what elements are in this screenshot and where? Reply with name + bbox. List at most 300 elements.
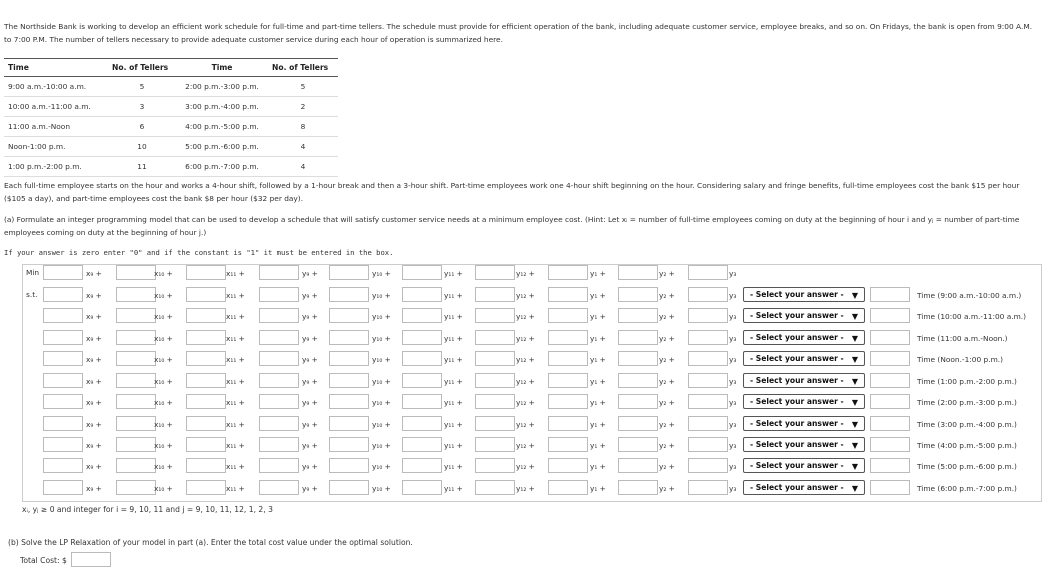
var-label: y₁₀ + [372,398,391,407]
var-label: y₃ [729,269,737,278]
constraint-time-label: Time (1:00 p.m.-2:00 p.m.) [917,377,1017,386]
coef-input[interactable] [43,480,83,495]
coef-input[interactable] [116,265,156,280]
var-label: y₁₂ + [516,462,535,471]
coef-input[interactable] [548,287,588,302]
coef-input[interactable] [548,394,588,409]
coef-input[interactable] [329,265,369,280]
intro-paragraph: The Northside Bank is working to develop an efficient work schedule for full-time and part-time tellers. The schedule must provide for efficient operation of the bank, including adequate customer service, employee breaks, and so on. On Fridays, the bank is open from 9:00 A.M. to 7:00 P.M. The number of tellers necessary to provide adequate customer service during each hour of operation is summarized here. [4,22,1033,44]
var-label: y₁₁ + [444,484,463,493]
table-cell: 3:00 p.m.-4:00 p.m. [176,97,268,117]
coef-input[interactable] [186,351,226,366]
var-label: y₉ + [302,269,318,278]
coef-input[interactable] [116,394,156,409]
var-label: y₁ + [590,398,606,407]
var-label: x₁₁ + [226,398,245,407]
constraint-sign-select[interactable] [743,480,865,495]
var-label: y₁₀ + [372,420,391,429]
chevron-down-icon: ▼ [851,441,858,450]
coef-input[interactable] [548,373,588,388]
coef-input[interactable] [688,287,728,302]
coef-input[interactable] [475,308,515,323]
coef-input[interactable] [475,265,515,280]
constraint-sign-select[interactable] [743,351,865,366]
var-label: y₂ + [659,291,675,300]
coef-input[interactable] [688,265,728,280]
var-label: x₁₁ + [226,355,245,364]
rhs-input[interactable] [870,416,910,431]
coef-input[interactable] [43,287,83,302]
var-label: y₉ + [302,334,318,343]
coef-input[interactable] [329,330,369,345]
min-label: Min [26,268,40,277]
var-label: y₉ + [302,420,318,429]
coef-input[interactable] [688,458,728,473]
chevron-down-icon: ▼ [851,312,858,321]
var-label: x₉ + [86,355,102,364]
coef-input[interactable] [475,458,515,473]
var-label: y₁₁ + [444,441,463,450]
coef-input[interactable] [259,265,299,280]
coef-input[interactable] [186,458,226,473]
var-label: x₁₁ + [226,377,245,386]
var-label: y₃ [729,441,737,450]
var-label: y₂ + [659,484,675,493]
constraint-time-label: Time (4:00 p.m.-5:00 p.m.) [917,441,1017,450]
coef-input[interactable] [618,458,658,473]
coef-input[interactable] [43,373,83,388]
var-label: y₂ + [659,355,675,364]
table-cell: 10 [108,137,176,157]
table-cell: 5 [108,77,176,97]
coef-input[interactable] [259,480,299,495]
var-label: y₁ + [590,355,606,364]
table-cell: 6:00 p.m.-7:00 p.m. [176,157,268,177]
var-label: y₁ + [590,291,606,300]
var-label: y₁ + [590,334,606,343]
coef-input[interactable] [402,394,442,409]
constraint-sign-select[interactable] [743,416,865,431]
var-label: y₁₂ + [516,312,535,321]
table-cell: 10:00 a.m.-11:00 a.m. [4,97,108,117]
table-cell: 6 [108,117,176,137]
coef-input[interactable] [329,416,369,431]
table-cell: 5:00 p.m.-6:00 p.m. [176,137,268,157]
coef-input[interactable] [329,480,369,495]
coef-input[interactable] [548,458,588,473]
var-label: y₁₁ + [444,334,463,343]
chevron-down-icon: ▼ [851,377,858,386]
col-time-1: Time [4,59,108,77]
var-label: y₂ + [659,269,675,278]
table-row [4,157,338,177]
coef-input[interactable] [402,480,442,495]
coef-input[interactable] [475,351,515,366]
constraint-sign-select[interactable] [743,394,865,409]
coef-input[interactable] [688,351,728,366]
var-label: x₁₀ + [154,398,173,407]
coef-input[interactable] [402,330,442,345]
table-cell: 11 [108,157,176,177]
coef-input[interactable] [116,351,156,366]
var-label: y₁ + [590,377,606,386]
col-tellers-1: No. of Tellers [108,59,176,77]
var-label: y₁₀ + [372,377,391,386]
col-time-2: Time [176,59,268,77]
var-label: y₁₀ + [372,291,391,300]
coef-input[interactable] [548,308,588,323]
coef-input[interactable] [618,394,658,409]
var-label: x₉ + [86,462,102,471]
coef-input[interactable] [402,416,442,431]
var-label: y₉ + [302,398,318,407]
coef-input[interactable] [116,480,156,495]
coef-input[interactable] [329,458,369,473]
coef-input[interactable] [43,394,83,409]
var-label: x₁₁ + [226,291,245,300]
constraint-sign-select[interactable] [743,373,865,388]
constraint-time-label: Time (5:00 p.m.-6:00 p.m.) [917,462,1017,471]
coef-input[interactable] [402,287,442,302]
coef-input[interactable] [259,308,299,323]
table-cell: 3 [108,97,176,117]
select-placeholder: - Select your answer - [750,461,844,470]
coef-input[interactable] [43,265,83,280]
var-label: x₉ + [86,484,102,493]
var-label: x₉ + [86,312,102,321]
coef-input[interactable] [186,416,226,431]
var-label: x₁₁ + [226,484,245,493]
var-label: y₁ + [590,269,606,278]
table-cell: Noon-1:00 p.m. [4,137,108,157]
var-label: y₉ + [302,312,318,321]
coef-input[interactable] [43,416,83,431]
coef-input[interactable] [259,287,299,302]
nonneg-text: xᵢ, yⱼ ≥ 0 and integer for i = 9, 10, 11 and j = 9, 10, 11, 12, 1, 2, 3 [22,505,273,514]
table-cell: 8 [268,117,338,137]
coef-input[interactable] [402,437,442,452]
var-label: x₉ + [86,334,102,343]
coef-input[interactable] [688,480,728,495]
coef-input[interactable] [475,480,515,495]
var-label: y₁₀ + [372,269,391,278]
rhs-input[interactable] [870,394,910,409]
var-label: x₉ + [86,291,102,300]
var-label: x₁₀ + [154,462,173,471]
select-placeholder: - Select your answer - [750,290,844,299]
select-placeholder: - Select your answer - [750,333,844,342]
total-cost-label: Total Cost: $ [20,556,67,565]
select-placeholder: - Select your answer - [750,354,844,363]
coef-input[interactable] [43,351,83,366]
coef-input[interactable] [186,287,226,302]
constraint-time-label: Time (Noon.-1:00 p.m.) [917,355,1004,364]
coef-input[interactable] [402,265,442,280]
var-label: x₉ + [86,377,102,386]
rhs-input[interactable] [870,437,910,452]
select-placeholder: - Select your answer - [750,376,844,385]
var-label: x₁₀ + [154,312,173,321]
coef-input[interactable] [116,330,156,345]
coef-input[interactable] [548,480,588,495]
rhs-input[interactable] [870,373,910,388]
var-label: y₃ [729,484,737,493]
coef-input[interactable] [259,330,299,345]
var-label: y₃ [729,355,737,364]
var-label: y₃ [729,291,737,300]
rhs-input[interactable] [870,458,910,473]
coef-input[interactable] [329,308,369,323]
coef-input[interactable] [186,330,226,345]
coef-input[interactable] [618,480,658,495]
coef-input[interactable] [618,437,658,452]
rhs-input[interactable] [870,287,910,302]
coef-input[interactable] [618,330,658,345]
shift-paragraph: Each full-time employee starts on the hour and works a 4-hour shift, followed by a 1-hour break and then a 3-hour shift. Part-time employees work one 4-hour shift beginning on the hour. Considering salary and fringe benefits, full-time employees cost the bank $15 per hour ($105 a day), and part-time employees cost the bank $8 per hour ($32 per day). [4,181,1020,203]
var-label: y₁₂ + [516,334,535,343]
select-placeholder: - Select your answer - [750,397,844,406]
coef-input[interactable] [259,394,299,409]
chevron-down-icon: ▼ [851,334,858,343]
table-cell: 2:00 p.m.-3:00 p.m. [176,77,268,97]
coef-input[interactable] [259,416,299,431]
coef-input[interactable] [475,330,515,345]
var-label: y₁₀ + [372,441,391,450]
part-a-paragraph: (a) Formulate an integer programming model that can be used to develop a schedule that will satisfy customer service needs at a minimum employee cost. (Hint: Let xᵢ = number of full-time employees coming on duty at the beginning of hour i and yⱼ = number of part-time employees coming on duty at the beginning of hour j.) [4,215,1020,237]
coef-input[interactable] [186,394,226,409]
var-label: y₁₂ + [516,291,535,300]
var-label: x₁₀ + [154,484,173,493]
coef-input[interactable] [618,373,658,388]
coef-input[interactable] [259,458,299,473]
table-cell: 11:00 a.m.-Noon [4,117,108,137]
var-label: y₉ + [302,462,318,471]
select-placeholder: - Select your answer - [750,440,844,449]
coef-input[interactable] [43,458,83,473]
coef-input[interactable] [618,265,658,280]
coef-input[interactable] [259,437,299,452]
var-label: y₁₁ + [444,312,463,321]
rhs-input[interactable] [870,330,910,345]
var-label: y₂ + [659,462,675,471]
coef-input[interactable] [186,308,226,323]
coef-input[interactable] [402,308,442,323]
constraint-sign-select[interactable] [743,330,865,345]
constraint-time-label: Time (9:00 a.m.-10:00 a.m.) [917,291,1022,300]
rhs-input[interactable] [870,308,910,323]
coef-input[interactable] [548,330,588,345]
var-label: x₁₀ + [154,377,173,386]
constraint-sign-select[interactable] [743,437,865,452]
coef-input[interactable] [329,373,369,388]
coef-input[interactable] [116,287,156,302]
coef-input[interactable] [186,265,226,280]
total-cost-input[interactable] [71,552,111,567]
teller-requirements-table [4,58,338,177]
var-label: x₉ + [86,269,102,278]
table-row [4,137,338,157]
rhs-input[interactable] [870,351,910,366]
var-label: y₃ [729,312,737,321]
coef-input[interactable] [688,416,728,431]
select-placeholder: - Select your answer - [750,311,844,320]
coef-input[interactable] [116,416,156,431]
var-label: y₁₀ + [372,334,391,343]
var-label: y₁₂ + [516,355,535,364]
var-label: y₁₂ + [516,441,535,450]
var-label: x₁₁ + [226,420,245,429]
var-label: x₁₁ + [226,269,245,278]
coef-input[interactable] [116,308,156,323]
table-cell: 9:00 a.m.-10:00 a.m. [4,77,108,97]
coef-input[interactable] [43,308,83,323]
var-label: y₉ + [302,484,318,493]
constraint-sign-select[interactable] [743,458,865,473]
table-cell: 4 [268,157,338,177]
chevron-down-icon: ▼ [851,355,858,364]
table-cell: 4:00 p.m.-5:00 p.m. [176,117,268,137]
coef-input[interactable] [548,265,588,280]
st-label: s.t. [26,290,38,299]
var-label: x₉ + [86,398,102,407]
var-label: y₁₁ + [444,398,463,407]
coef-input[interactable] [116,437,156,452]
var-label: y₁₁ + [444,462,463,471]
part-b-text: (b) Solve the LP Relaxation of your model in part (a). Enter the total cost value under the optimal solution. [8,538,413,547]
coef-input[interactable] [688,394,728,409]
var-label: x₁₁ + [226,334,245,343]
table-cell: 4 [268,137,338,157]
var-label: y₁ + [590,484,606,493]
var-label: y₁₁ + [444,269,463,278]
var-label: y₃ [729,377,737,386]
var-label: x₁₀ + [154,334,173,343]
coef-input[interactable] [329,351,369,366]
var-label: x₁₀ + [154,355,173,364]
chevron-down-icon: ▼ [851,462,858,471]
coef-input[interactable] [475,287,515,302]
var-label: y₉ + [302,291,318,300]
var-label: y₁ + [590,441,606,450]
var-label: x₉ + [86,441,102,450]
rhs-input[interactable] [870,480,910,495]
coef-input[interactable] [259,351,299,366]
var-label: y₉ + [302,355,318,364]
chevron-down-icon: ▼ [851,484,858,493]
coef-input[interactable] [548,351,588,366]
var-label: y₁₀ + [372,312,391,321]
coef-input[interactable] [618,308,658,323]
coef-input[interactable] [548,416,588,431]
var-label: y₁₂ + [516,398,535,407]
constraint-time-label: Time (2:00 p.m.-3:00 p.m.) [917,398,1017,407]
coef-input[interactable] [329,287,369,302]
coef-input[interactable] [186,437,226,452]
constraint-time-label: Time (3:00 p.m.-4:00 p.m.) [917,420,1017,429]
var-label: y₁₁ + [444,355,463,364]
var-label: y₁₁ + [444,377,463,386]
coef-input[interactable] [43,437,83,452]
var-label: y₃ [729,420,737,429]
var-label: y₂ + [659,312,675,321]
coef-input[interactable] [259,373,299,388]
coef-input[interactable] [329,437,369,452]
coef-input[interactable] [402,351,442,366]
constraint-time-label: Time (6:00 p.m.-7:00 p.m.) [917,484,1017,493]
coef-input[interactable] [618,351,658,366]
var-label: y₁₂ + [516,484,535,493]
coef-input[interactable] [688,437,728,452]
table-row [4,97,338,117]
coef-input[interactable] [618,416,658,431]
table-row [4,77,338,97]
var-label: y₃ [729,334,737,343]
constraint-time-label: Time (11:00 a.m.-Noon.) [917,334,1008,343]
coef-input[interactable] [618,287,658,302]
coef-input[interactable] [475,437,515,452]
col-tellers-2: No. of Tellers [268,59,338,77]
var-label: y₂ + [659,398,675,407]
var-label: y₁₀ + [372,462,391,471]
var-label: y₁₁ + [444,420,463,429]
var-label: y₁₂ + [516,420,535,429]
var-label: y₂ + [659,441,675,450]
var-label: y₃ [729,462,737,471]
coef-input[interactable] [688,308,728,323]
var-label: x₁₁ + [226,441,245,450]
coef-input[interactable] [475,416,515,431]
coef-input[interactable] [475,373,515,388]
chevron-down-icon: ▼ [851,420,858,429]
hint-text: If your answer is zero enter "0" and if the constant is "1" it must be entered in the box. [4,248,394,257]
var-label: y₂ + [659,377,675,386]
var-label: y₃ [729,398,737,407]
var-label: y₂ + [659,334,675,343]
var-label: y₁ + [590,312,606,321]
coef-input[interactable] [688,373,728,388]
var-label: x₁₁ + [226,312,245,321]
var-label: y₁₂ + [516,269,535,278]
var-label: x₁₀ + [154,291,173,300]
coef-input[interactable] [475,394,515,409]
coef-input[interactable] [43,330,83,345]
coef-input[interactable] [186,480,226,495]
constraint-sign-select[interactable] [743,308,865,323]
coef-input[interactable] [116,458,156,473]
chevron-down-icon: ▼ [851,398,858,407]
coef-input[interactable] [548,437,588,452]
var-label: x₁₀ + [154,441,173,450]
var-label: x₁₀ + [154,269,173,278]
constraint-sign-select[interactable] [743,287,865,302]
coef-input[interactable] [402,458,442,473]
var-label: x₁₀ + [154,420,173,429]
coef-input[interactable] [116,373,156,388]
coef-input[interactable] [402,373,442,388]
constraint-time-label: Time (10:00 a.m.-11:00 a.m.) [917,312,1027,321]
var-label: y₁₀ + [372,484,391,493]
var-label: y₁₂ + [516,377,535,386]
coef-input[interactable] [329,394,369,409]
var-label: y₁ + [590,420,606,429]
chevron-down-icon: ▼ [851,291,858,300]
table-cell: 5 [268,77,338,97]
var-label: y₉ + [302,441,318,450]
var-label: x₉ + [86,420,102,429]
var-label: y₁ + [590,462,606,471]
coef-input[interactable] [688,330,728,345]
coef-input[interactable] [186,373,226,388]
